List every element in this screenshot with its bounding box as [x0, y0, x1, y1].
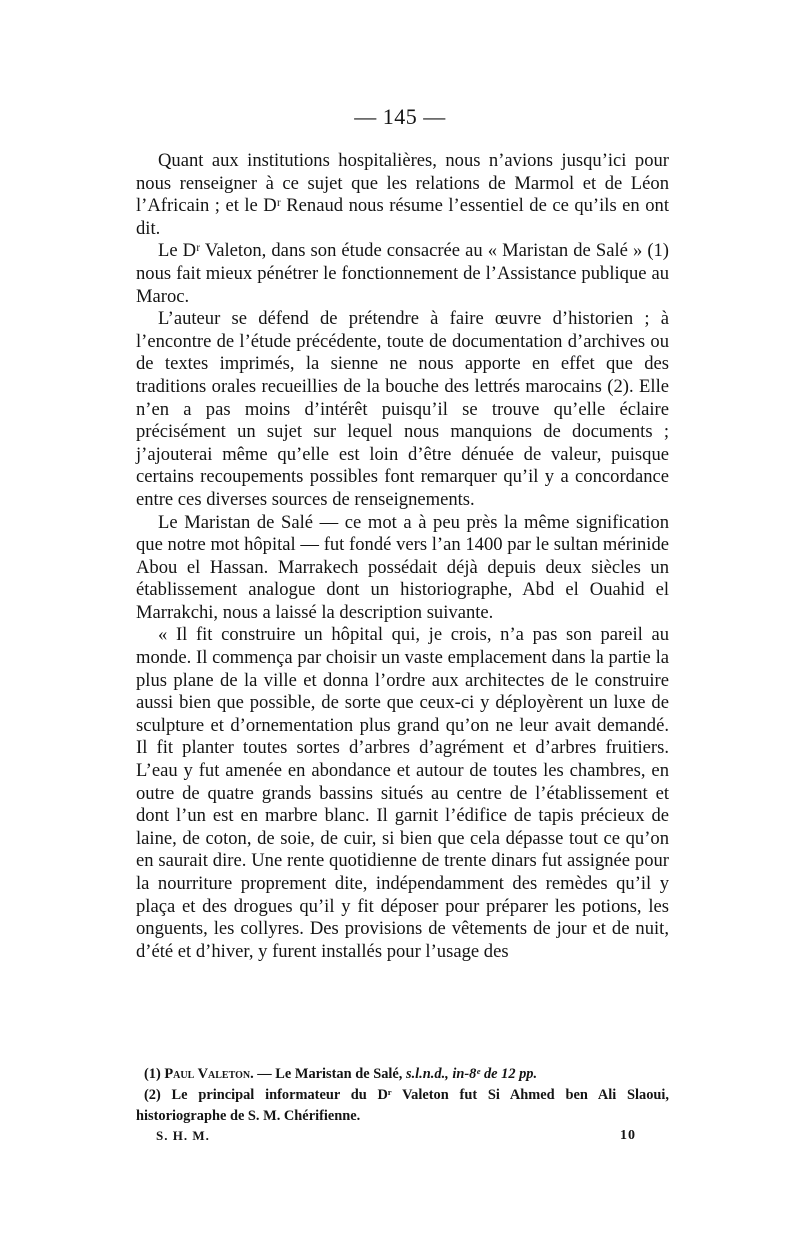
body-text [136, 150, 669, 963]
footnote-1-pages: de 12 pp. [480, 1066, 538, 1082]
printer-signature: S. H. M. [156, 1128, 210, 1143]
paragraph: L’auteur se défend de prétendre à faire œuvre d’historien ; à l’encontre de l’étude précédente, toute de documentation d’archives ou de textes imprimés, la sienne ne nous apporte en effet que des traditions orales recueillies de la bouche des lettrés marocains (2). Elle n’en a pas moins d’intérêt puisqu’il se trouve qu’elle éclaire précisément un sujet sur lequel nous manquions de documents ; j’ajouterai même qu’elle est loin d’être dénuée de valeur, puisque certains recoupements possibles font remarquer qu’il y a concordance entre ces diverses sources de renseignements. [136, 308, 669, 510]
paragraph: « Il fit construire un hôpital qui, je crois, n’a pas son pareil au monde. Il commença par choisir un vaste emplacement dans la partie la plus plane de la ville et donna l’ordre aux architectes de le construire aussi bien que possible, de sorte que ceux-ci y déployèrent un luxe de sculpture et d’ornementation plus grand qu’on ne leur avait demandé. Il fit planter toutes sortes d’arbres d’agrément et d’arbres fruitiers. L’eau y fut amenée en abondance et autour de toutes les chambres, en outre de quatre grands bassins situés au centre de l’établissement et dont l’un est en marbre blanc. Il garnit l’édifice de tapis précieux de laine, de coton, de soie, de cuir, si bien que cela dépasse tout ce qu’on en saurait dire. Une rente quotidienne de trente dinars fut assignée pour la nourriture proprement dite, indépendamment des remèdes qu’il y plaça et des drogues qu’il y fit déposer pour préparer les potions, les onguents, les collyres. Des provisions de vêtements de jour et de nuit, d’été et d’hiver, y furent installés pour l’usage des [136, 624, 669, 962]
page-number: — 145 — [354, 104, 446, 129]
footnote-1-marker: (1) [144, 1066, 161, 1082]
paragraph: Le Maristan de Salé — ce mot a à peu près la même signification que notre mot hôpital — fut fondé vers l’an 1400 par le sultan mérinide Abou el Hassan. Marrakech possédait déjà depuis deux siècles un établissement analogue dont un historiographe, Abd el Ouahid el Marrakchi, nous a laissé la description suivante. [136, 511, 669, 623]
paragraph: Le Dʳ Valeton, dans son étude consacrée au « Maristan de Salé » (1) nous fait mieux pénétrer le fonctionnement de l’Assistance publique au Maroc. [136, 240, 669, 307]
footnote-1-title: — Le Maristan de Salé, [253, 1066, 406, 1082]
paragraph: Quant aux institutions hospitalières, nous n’avions jusqu’ici pour nous renseigner à ce sujet que les relations de Marmol et de Léon l’Africain ; et le Dʳ Renaud nous résume l’essentiel de ce qu’ils en ont dit. [136, 150, 669, 239]
footnote-1-format: s.l.n.d., in-8ᵉ [405, 1066, 481, 1082]
footnotes [136, 1064, 669, 1127]
footnote-1-author: Paul Valeton. [164, 1066, 254, 1082]
gathering-number: 10 [620, 1128, 636, 1143]
footnote-2: (2) Le principal informateur du Dʳ Valeton fut Si Ahmed ben Ali Slaoui, historiographe de S. M. Chérifienne. [136, 1087, 669, 1124]
footnote-1 [136, 1064, 669, 1085]
